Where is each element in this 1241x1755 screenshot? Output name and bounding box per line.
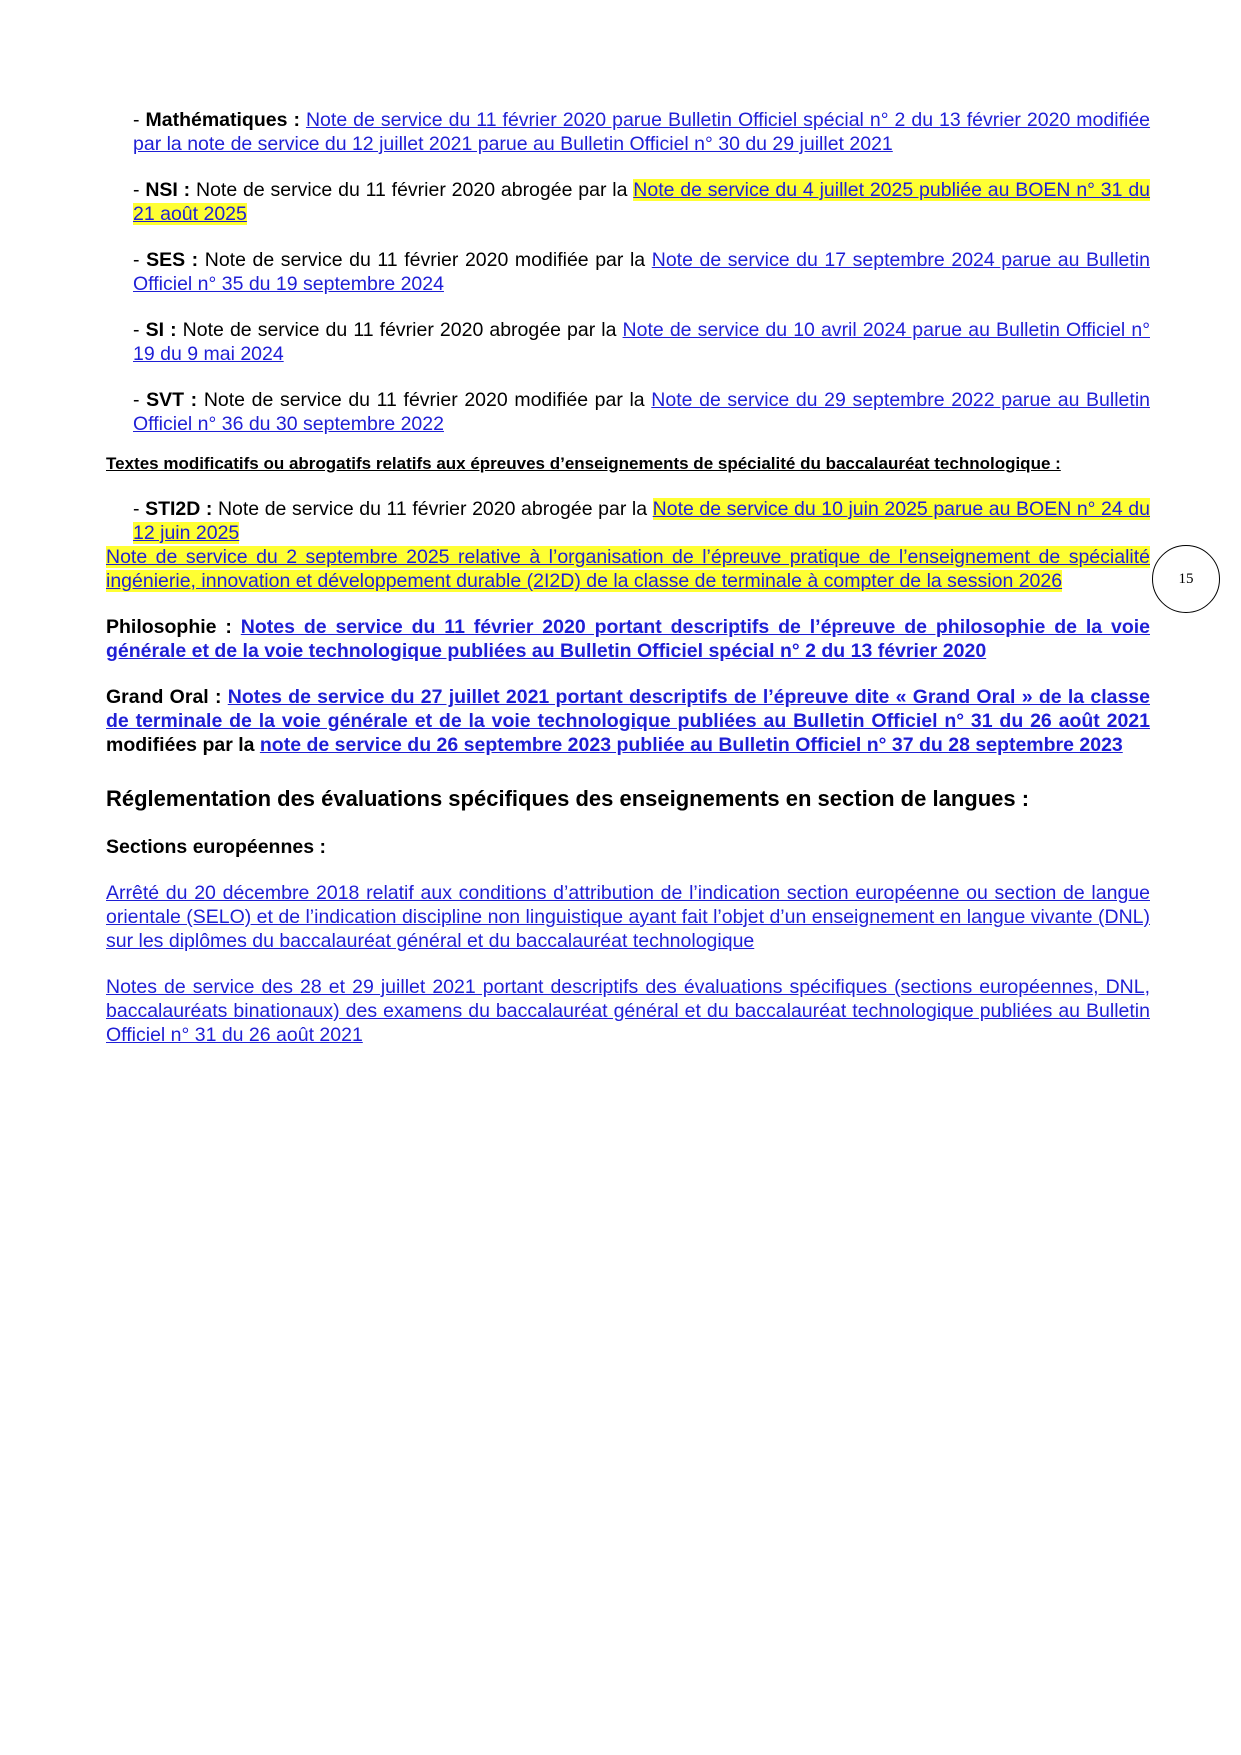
sti2d-extra-entry <box>106 545 1150 593</box>
maths-link[interactable]: Note de service du 11 février 2020 parue Bulletin Officiel spécial n° 2 du 13 février 2020 modifiée par la note de service du 12 juillet 2021 parue au Bulletin Officiel n° 30 du 29 juillet 2021 <box>133 109 1151 155</box>
nsi-entry: - NSI : Note de service du 11 février 2020 abrogée par la Note de service du 4 juillet 2025 publiée au BOEN n° 31 du 21 août 2025 <box>133 179 1151 225</box>
philo-entry <box>106 615 1150 663</box>
ses-label: SES : <box>146 249 199 271</box>
euro-heading: Sections européennes : <box>106 836 326 858</box>
euro-link-1[interactable]: Arrêté du 20 décembre 2018 relatif aux conditions d’attribution de l’indication section européenne ou section de langue orientale (SELO) et de l’indication discipline non linguistique ayant fait l’objet d’un enseignement en langue vivante (DNL) sur les diplômes du baccalauréat général et du baccalauréat technologique <box>106 882 1150 952</box>
grand-oral-link-2[interactable]: note de service du 26 septembre 2023 publiée au Bulletin Officiel n° 37 du 28 septembre 2023 <box>259 734 1123 756</box>
nsi-link[interactable]: Note de service du 4 juillet 2025 publiée au BOEN n° 31 du 21 août 2025 <box>133 179 1151 225</box>
ses-link[interactable]: Note de service du 17 septembre 2024 parue au Bulletin Officiel n° 35 du 19 septembre 2024 <box>133 249 1150 295</box>
philo-label: Philosophie : <box>106 616 232 638</box>
grand-oral-middle: modifiées par la <box>106 734 255 756</box>
si-link[interactable]: Note de service du 10 avril 2024 parue au Bulletin Officiel n° 19 du 9 mai 2024 <box>133 319 1150 365</box>
nsi-text: Note de service du 11 février 2020 abrogée par la <box>195 179 628 201</box>
maths-label: Mathématiques : <box>145 109 300 131</box>
grand-oral-link[interactable]: Notes de service du 27 juillet 2021 portant descriptifs de l’épreuve dite « Grand Oral » de la classe de terminale de la voie générale et de la voie technologique publiées au Bulletin Officiel n° 31 du 26 août 2021 <box>106 686 1150 732</box>
si-text: Note de service du 11 février 2020 abrogée par la <box>182 319 617 341</box>
sti2d-text: Note de service du 11 février 2020 abrogée par la <box>217 498 648 520</box>
svt-entry: - SVT : Note de service du 11 février 2020 modifiée par la Note de service du 29 septembre 2022 parue au Bulletin Officiel n° 36 du 30 septembre 2022 <box>133 389 1150 435</box>
page-number: 15 <box>1178 570 1194 587</box>
techno-heading: Textes modificatifs ou abrogatifs relatifs aux épreuves d’enseignements de spécialité du baccalauréat technologique : <box>106 454 1061 473</box>
sti2d-link-2[interactable]: Note de service du 2 septembre 2025 relative à l’organisation de l’épreuve pratique de l’enseignement de spécialité ingénierie, innovation et développement durable (2I2D) de la classe de terminale à compter de la session 2026 <box>106 546 1150 592</box>
svt-label: SVT : <box>146 389 198 411</box>
langues-heading: Réglementation des évaluations spécifiques des enseignements en section de langues : <box>106 786 1030 811</box>
philo-link[interactable]: Notes de service du 11 février 2020 portant descriptifs de l’épreuve de philosophie de la voie générale et de la voie technologique publiées au Bulletin Officiel spécial n° 2 du 13 février 2020 <box>106 616 1150 662</box>
si-label: SI : <box>145 319 177 341</box>
si-entry: - SI : Note de service du 11 février 2020 abrogée par la Note de service du 10 avril 2024 parue au Bulletin Officiel n° 19 du 9 mai 2024 <box>133 319 1150 365</box>
sti2d-label: STI2D : <box>145 498 213 520</box>
euro-link-2[interactable]: Notes de service des 28 et 29 juillet 2021 portant descriptifs des évaluations spécifiques (sections européennes, DNL, baccalauréats binationaux) des examens du baccalauréat général et du baccalauréat technologique publiées au Bulletin Officiel n° 31 du 26 août 2021 <box>106 976 1150 1046</box>
sti2d-entry: - STI2D : Note de service du 11 février 2020 abrogée par la Note de service du 10 juin 2025 parue au BOEN n° 24 du 12 juin 2025 <box>133 498 1150 544</box>
ses-text: Note de service du 11 février 2020 modifiée par la <box>204 249 646 271</box>
svt-text: Note de service du 11 février 2020 modifiée par la <box>203 389 645 411</box>
page-number-badge <box>1152 545 1220 613</box>
svt-link[interactable]: Note de service du 29 septembre 2022 parue au Bulletin Officiel n° 36 du 30 septembre 2022 <box>133 389 1150 435</box>
sti2d-link[interactable]: Note de service du 10 juin 2025 parue au BOEN n° 24 du 12 juin 2025 <box>133 498 1150 544</box>
grand-oral-entry <box>106 685 1150 757</box>
grand-oral-label: Grand Oral : <box>106 686 222 708</box>
ses-entry: - SES : Note de service du 11 février 2020 modifiée par la Note de service du 17 septembre 2024 parue au Bulletin Officiel n° 35 du 19 septembre 2024 <box>133 249 1150 295</box>
euro-entry-2 <box>106 975 1150 1047</box>
nsi-label: NSI : <box>145 179 191 201</box>
maths-entry: - Mathématiques : Note de service du 11 février 2020 parue Bulletin Officiel spécial n° 2 du 13 février 2020 modifiée par la note de service du 12 juillet 2021 parue au Bulletin Officiel n° 30 du 29 juillet 2021 <box>133 109 1151 155</box>
document-page <box>106 108 1151 1047</box>
euro-entry-1 <box>106 881 1150 953</box>
